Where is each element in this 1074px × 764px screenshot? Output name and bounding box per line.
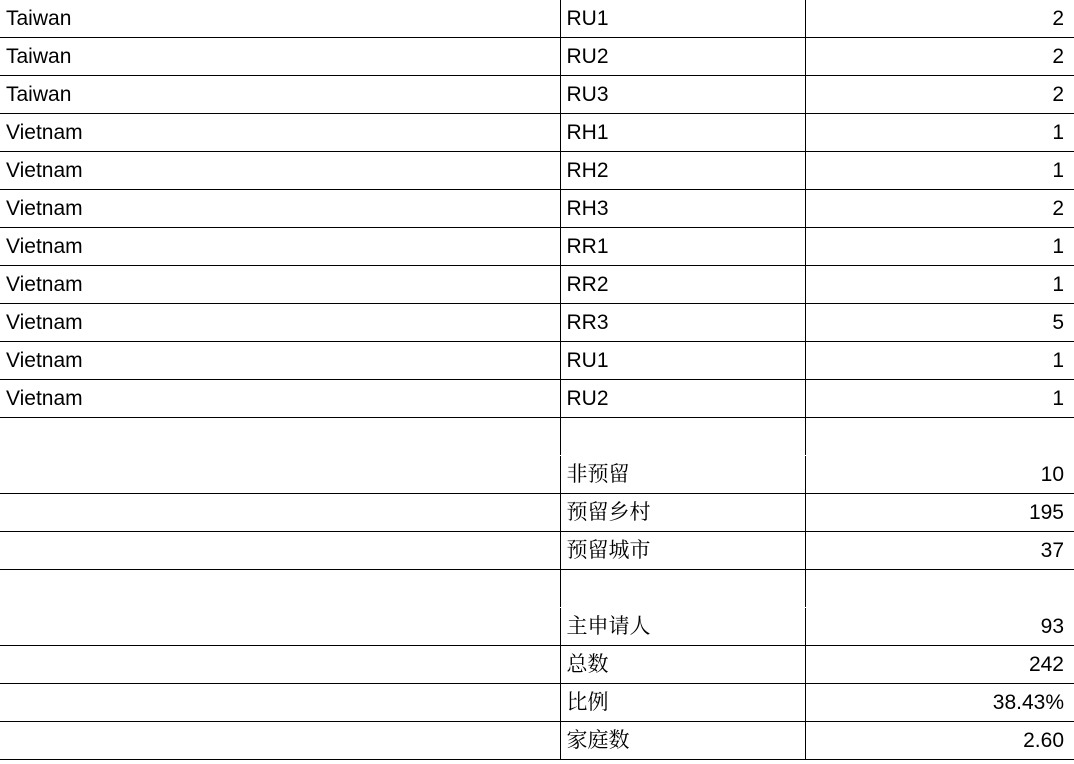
cell-count[interactable]: 10 bbox=[805, 456, 1074, 494]
cell-count[interactable]: 2 bbox=[805, 190, 1074, 228]
cell-count[interactable]: 93 bbox=[805, 608, 1074, 646]
cell-count[interactable] bbox=[805, 418, 1074, 456]
table-row[interactable] bbox=[0, 722, 1074, 760]
cell-code[interactable]: 家庭数 bbox=[560, 722, 805, 760]
cell-count[interactable]: 1 bbox=[805, 266, 1074, 304]
cell-code[interactable] bbox=[560, 418, 805, 456]
table-row[interactable] bbox=[0, 190, 1074, 228]
cell-count[interactable]: 2 bbox=[805, 0, 1074, 38]
cell-code[interactable]: RU1 bbox=[560, 342, 805, 380]
cell-country[interactable]: Vietnam bbox=[0, 152, 560, 190]
cell-code[interactable]: RR1 bbox=[560, 228, 805, 266]
cell-code[interactable]: RH3 bbox=[560, 190, 805, 228]
cell-count[interactable] bbox=[805, 570, 1074, 608]
table-row[interactable] bbox=[0, 114, 1074, 152]
cell-count[interactable]: 38.43% bbox=[805, 684, 1074, 722]
cell-code[interactable]: 预留城市 bbox=[560, 532, 805, 570]
table-row[interactable] bbox=[0, 228, 1074, 266]
cell-country[interactable]: Taiwan bbox=[0, 0, 560, 38]
table-row[interactable] bbox=[0, 152, 1074, 190]
cell-country[interactable]: Vietnam bbox=[0, 190, 560, 228]
cell-code[interactable]: 主申请人 bbox=[560, 608, 805, 646]
table-row[interactable] bbox=[0, 684, 1074, 722]
table-row[interactable] bbox=[0, 38, 1074, 76]
cell-code[interactable]: RR3 bbox=[560, 304, 805, 342]
cell-country[interactable]: Taiwan bbox=[0, 38, 560, 76]
cell-code[interactable]: 非预留 bbox=[560, 456, 805, 494]
cell-count[interactable]: 2 bbox=[805, 76, 1074, 114]
cell-code[interactable]: RH2 bbox=[560, 152, 805, 190]
cell-country[interactable]: Vietnam bbox=[0, 342, 560, 380]
cell-country[interactable] bbox=[0, 722, 560, 760]
cell-count[interactable]: 195 bbox=[805, 494, 1074, 532]
cell-country[interactable] bbox=[0, 494, 560, 532]
cell-count[interactable]: 2 bbox=[805, 38, 1074, 76]
cell-country[interactable] bbox=[0, 646, 560, 684]
cell-code[interactable]: RU1 bbox=[560, 0, 805, 38]
cell-count[interactable]: 242 bbox=[805, 646, 1074, 684]
cell-code[interactable]: RU2 bbox=[560, 38, 805, 76]
table-row[interactable] bbox=[0, 570, 1074, 608]
cell-code[interactable]: RU2 bbox=[560, 380, 805, 418]
cell-count[interactable]: 1 bbox=[805, 152, 1074, 190]
cell-country[interactable] bbox=[0, 456, 560, 494]
table-row[interactable] bbox=[0, 342, 1074, 380]
cell-country[interactable] bbox=[0, 570, 560, 608]
cell-count[interactable]: 1 bbox=[805, 342, 1074, 380]
cell-count[interactable]: 5 bbox=[805, 304, 1074, 342]
table-row[interactable] bbox=[0, 418, 1074, 456]
table-row[interactable] bbox=[0, 266, 1074, 304]
cell-code[interactable]: 总数 bbox=[560, 646, 805, 684]
cell-count[interactable]: 1 bbox=[805, 228, 1074, 266]
cell-count[interactable]: 2.60 bbox=[805, 722, 1074, 760]
table-row[interactable] bbox=[0, 380, 1074, 418]
cell-country[interactable] bbox=[0, 608, 560, 646]
cell-code[interactable]: 预留乡村 bbox=[560, 494, 805, 532]
cell-count[interactable]: 1 bbox=[805, 380, 1074, 418]
cell-country[interactable]: Vietnam bbox=[0, 266, 560, 304]
cell-count[interactable]: 37 bbox=[805, 532, 1074, 570]
table-row[interactable] bbox=[0, 0, 1074, 38]
cell-country[interactable]: Taiwan bbox=[0, 76, 560, 114]
cell-count[interactable]: 1 bbox=[805, 114, 1074, 152]
cell-code[interactable]: 比例 bbox=[560, 684, 805, 722]
cell-code[interactable] bbox=[560, 570, 805, 608]
cell-code[interactable]: RR2 bbox=[560, 266, 805, 304]
cell-code[interactable]: RH1 bbox=[560, 114, 805, 152]
cell-country[interactable]: Vietnam bbox=[0, 380, 560, 418]
cell-country[interactable] bbox=[0, 684, 560, 722]
cell-country[interactable]: Vietnam bbox=[0, 114, 560, 152]
cell-country[interactable] bbox=[0, 418, 560, 456]
cell-country[interactable]: Vietnam bbox=[0, 228, 560, 266]
table-row[interactable] bbox=[0, 76, 1074, 114]
table-row[interactable] bbox=[0, 608, 1074, 646]
table-row[interactable] bbox=[0, 304, 1074, 342]
table-row[interactable] bbox=[0, 494, 1074, 532]
table-row[interactable] bbox=[0, 646, 1074, 684]
table-row[interactable] bbox=[0, 456, 1074, 494]
cell-code[interactable]: RU3 bbox=[560, 76, 805, 114]
table-row[interactable] bbox=[0, 532, 1074, 570]
cell-country[interactable] bbox=[0, 532, 560, 570]
cell-country[interactable]: Vietnam bbox=[0, 304, 560, 342]
